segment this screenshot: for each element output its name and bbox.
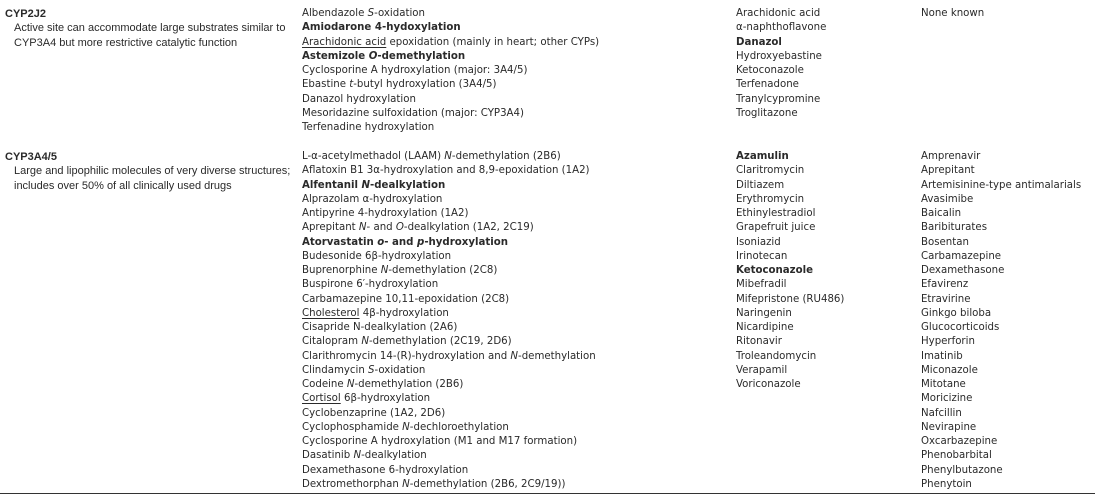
- text-segment: Cyclophosphamide: [302, 421, 403, 433]
- list-item: [302, 449, 732, 463]
- list-item: [736, 21, 916, 35]
- text-segment: -dealkylation: [370, 179, 446, 191]
- text-segment: Etravirine: [921, 293, 971, 305]
- text-segment: Aflatoxin B1 3α-hydroxylation and 8,9-epoxidation (1A2): [302, 165, 590, 177]
- text-segment: Dextromethorphan: [302, 478, 403, 490]
- text-segment: Grapefruit juice: [736, 222, 816, 234]
- text-segment: N: [361, 179, 371, 191]
- text-segment: Nicardipine: [736, 322, 794, 333]
- list-item: [302, 164, 732, 178]
- list-item: [921, 164, 1095, 178]
- text-segment: Clarithromycin 14-(R)-hydroxylation and: [302, 350, 511, 362]
- text-segment: L-α-acetylmethadol (LAAM): [302, 151, 445, 162]
- list-item: [736, 107, 916, 121]
- text-segment: N: [444, 151, 452, 162]
- list-item: [302, 392, 732, 406]
- list-item: [921, 264, 1095, 278]
- text-segment: Voriconazole: [736, 379, 801, 390]
- list-item: [921, 392, 1095, 406]
- text-segment: Verapamil: [736, 364, 788, 376]
- list-item: [302, 107, 732, 121]
- text-segment: Cyclosporine A hydroxylation (major: 3A4/5): [302, 65, 528, 76]
- text-segment: -demethylation (2B6): [354, 379, 464, 390]
- list-item: [302, 93, 732, 107]
- list-item: [302, 350, 732, 364]
- list-item: [921, 236, 1095, 250]
- text-segment: Oxcarbazepine: [921, 436, 998, 447]
- text-segment: 4β-hydroxylation: [359, 307, 449, 319]
- text-segment: Ebastine: [302, 79, 350, 91]
- list-item: [921, 293, 1095, 307]
- text-segment: Avasimibe: [921, 193, 974, 205]
- list-item: [921, 464, 1095, 478]
- text-segment: Mibefradil: [736, 279, 787, 291]
- text-segment: Irinotecan: [736, 250, 788, 262]
- text-segment: Nafcillin: [921, 407, 962, 419]
- text-segment: Atorvastatin: [302, 236, 378, 248]
- list-item: [921, 435, 1095, 449]
- text-segment: Moricizine: [921, 393, 973, 405]
- list-item: [736, 364, 916, 378]
- list-item: [921, 179, 1095, 193]
- text-segment: Nevirapine: [921, 421, 977, 433]
- list-item: [736, 264, 916, 278]
- list-item: [736, 78, 916, 92]
- enzyme-description: Large and lipophilic molecules of very diverse structures; includes over 50% of all clinically used drugs: [14, 165, 291, 192]
- text-segment: Carbamazepine 10,11-epoxidation (2C8): [302, 293, 510, 305]
- text-segment: Phenylbutazone: [921, 464, 1003, 476]
- list-item: [921, 307, 1095, 321]
- text-segment: Bosentan: [921, 236, 969, 248]
- text-segment: N: [510, 350, 519, 362]
- text-segment: Astemizole: [302, 50, 369, 62]
- text-segment: -oxidation: [374, 8, 425, 19]
- text-segment: -demethylation (2C8): [388, 265, 498, 276]
- list-item: [302, 250, 732, 264]
- text-segment: Buprenorphine: [302, 265, 381, 276]
- list-item: [736, 221, 916, 235]
- text-segment: Mifepristone (RU486): [736, 293, 845, 305]
- list-item: [302, 307, 732, 321]
- text-segment: Imatinib: [921, 350, 963, 362]
- text-segment: S: [368, 364, 375, 376]
- text-segment: Danazol: [736, 36, 782, 48]
- enzyme-name: CYP3A4/5: [5, 151, 57, 163]
- text-segment: Mitotane: [921, 379, 966, 390]
- text-segment: Dexamethasone 6-hydroxylation: [302, 464, 469, 476]
- text-segment: - and: [384, 236, 418, 248]
- list-item: [736, 307, 916, 321]
- text-segment: -demethylation (2B6): [451, 151, 561, 162]
- enzyme-cell: [5, 7, 295, 50]
- text-segment: -dealkylation: [361, 450, 427, 462]
- list-item: [921, 364, 1095, 378]
- text-segment: epoxidation (mainly in heart; other CYPs): [386, 36, 600, 48]
- text-segment: Ketoconazole: [736, 65, 804, 76]
- list-item: [302, 78, 732, 92]
- text-segment: -dechloroethylation: [409, 421, 509, 433]
- text-segment: Ethinylestradiol: [736, 208, 816, 219]
- list-item: [921, 150, 1095, 164]
- list-item: [302, 50, 732, 64]
- list-item: [921, 335, 1095, 349]
- text-segment: Alprazolam α-hydroxylation: [302, 193, 443, 205]
- text-segment: p: [417, 236, 425, 248]
- table-bottom-rule: [0, 493, 1095, 494]
- list-item: [302, 364, 732, 378]
- text-segment: Terfenadone: [736, 79, 799, 91]
- list-item: [302, 221, 732, 235]
- list-item: [302, 7, 732, 21]
- list-item: [921, 207, 1095, 221]
- inhibitors-cell: [736, 150, 916, 392]
- list-item: [921, 449, 1095, 463]
- text-segment: -demethylation (2B6, 2C9/19)): [409, 478, 566, 490]
- list-item: [302, 236, 732, 250]
- list-item: [736, 50, 916, 64]
- list-item: [921, 321, 1095, 335]
- list-item: [736, 179, 916, 193]
- text-segment: Cyclosporine A hydroxylation (M1 and M17 formation): [302, 436, 578, 447]
- list-item: [302, 179, 732, 193]
- text-segment: Ginkgo biloba: [921, 307, 992, 319]
- text-segment: o: [377, 236, 385, 248]
- text-segment: O: [395, 222, 404, 234]
- text-segment: Hyperforin: [921, 336, 975, 348]
- list-item: [921, 7, 1095, 21]
- list-item: [736, 207, 916, 221]
- text-segment: N: [402, 421, 410, 433]
- text-segment: 6β-hydroxylation: [340, 393, 431, 405]
- text-segment: Tranylcypromine: [736, 93, 821, 105]
- text-segment: N: [361, 336, 369, 348]
- list-item: [302, 36, 732, 50]
- text-segment: Citalopram: [302, 336, 362, 348]
- text-segment: t: [349, 79, 354, 91]
- text-segment: Aprepitant: [921, 165, 975, 177]
- list-item: [302, 378, 732, 392]
- text-segment: Azamulin: [736, 151, 789, 162]
- text-segment: Glucocorticoids: [921, 322, 1000, 333]
- text-segment: N: [358, 222, 367, 234]
- text-segment: Artemisinine-type antimalarials: [921, 179, 1082, 191]
- text-segment: Alfentanil: [302, 179, 362, 191]
- enzyme-cell: [5, 150, 295, 193]
- text-segment: S: [367, 8, 375, 19]
- text-segment: N: [380, 265, 389, 276]
- text-segment: Ritonavir: [736, 336, 782, 348]
- text-segment: Amiodarone 4-hydoxylation: [302, 22, 461, 34]
- list-item: [921, 250, 1095, 264]
- list-item: [736, 150, 916, 164]
- text-segment: Arachidonic acid: [736, 8, 821, 19]
- text-segment: Cortisol: [302, 393, 341, 405]
- text-segment: N: [353, 450, 362, 462]
- list-item: [302, 64, 732, 78]
- list-item: [302, 335, 732, 349]
- text-segment: - and: [366, 222, 396, 234]
- list-item: [302, 293, 732, 307]
- list-item: [921, 478, 1095, 492]
- list-item: [736, 278, 916, 292]
- text-segment: None known: [921, 8, 985, 19]
- text-segment: -dealkylation (1A2, 2C19): [403, 222, 534, 234]
- text-segment: Isoniazid: [736, 236, 781, 248]
- text-segment: Codeine: [302, 379, 347, 390]
- text-segment: Troglitazone: [736, 107, 798, 119]
- inducers-cell: [921, 150, 1095, 492]
- list-item: [302, 21, 732, 35]
- text-segment: Aprepitant: [302, 222, 359, 234]
- text-segment: Claritromycin: [736, 165, 805, 177]
- text-segment: Miconazole: [921, 364, 978, 376]
- list-item: [736, 236, 916, 250]
- enzyme-description: Active site can accommodate large substrates similar to CYP3A4 but more restrictive catalytic function: [14, 22, 286, 49]
- text-segment: Phenytoin: [921, 478, 972, 490]
- substrates-cell: [302, 150, 732, 492]
- text-segment: Phenobarbital: [921, 450, 992, 462]
- list-item: [302, 150, 732, 164]
- text-segment: Albendazole: [302, 8, 368, 19]
- list-item: [921, 378, 1095, 392]
- list-item: [736, 293, 916, 307]
- text-segment: N: [346, 379, 355, 390]
- list-item: [736, 93, 916, 107]
- text-segment: -demethylation: [518, 350, 596, 362]
- text-segment: Mesoridazine sulfoxidation (major: CYP3A4): [302, 107, 524, 119]
- text-segment: O: [368, 50, 378, 62]
- list-item: [921, 193, 1095, 207]
- text-segment: -oxidation: [374, 364, 426, 376]
- list-item: [302, 478, 732, 492]
- text-segment: -hydroxylation: [424, 236, 508, 248]
- list-item: [736, 36, 916, 50]
- list-item: [736, 7, 916, 21]
- text-segment: Danazol hydroxylation: [302, 93, 416, 105]
- text-segment: Naringenin: [736, 307, 792, 319]
- text-segment: -butyl hydroxylation (3A4/5): [353, 79, 497, 91]
- text-segment: Cholesterol: [302, 307, 360, 319]
- text-segment: Antipyrine 4-hydroxylation (1A2): [302, 208, 469, 219]
- text-segment: -demethylation: [377, 50, 466, 62]
- text-segment: Diltiazem: [736, 179, 785, 191]
- text-segment: Clindamycin: [302, 364, 369, 376]
- list-item: [302, 264, 732, 278]
- list-item: [302, 407, 732, 421]
- text-segment: Arachidonic acid: [302, 36, 387, 48]
- list-item: [302, 464, 732, 478]
- text-segment: Amprenavir: [921, 151, 981, 162]
- list-item: [302, 207, 732, 221]
- text-segment: Troleandomycin: [736, 350, 817, 362]
- text-segment: -demethylation (2C19, 2D6): [368, 336, 512, 348]
- list-item: [921, 407, 1095, 421]
- text-segment: Terfenadine hydroxylation: [302, 122, 435, 133]
- list-item: [736, 335, 916, 349]
- inhibitors-cell: [736, 7, 916, 121]
- text-segment: Efavirenz: [921, 279, 969, 291]
- enzyme-name: CYP2J2: [5, 8, 46, 20]
- list-item: [736, 164, 916, 178]
- text-segment: α-naphthoflavone: [736, 22, 827, 34]
- text-segment: Hydroxyebastine: [736, 50, 822, 62]
- list-item: [302, 193, 732, 207]
- text-segment: Cisapride N-dealkylation (2A6): [302, 322, 458, 333]
- list-item: [302, 121, 732, 135]
- text-segment: Cyclobenzaprine (1A2, 2D6): [302, 407, 446, 419]
- list-item: [302, 435, 732, 449]
- list-item: [921, 421, 1095, 435]
- substrates-cell: [302, 7, 732, 135]
- text-segment: Ketoconazole: [736, 265, 813, 276]
- list-item: [921, 350, 1095, 364]
- list-item: [921, 278, 1095, 292]
- list-item: [736, 378, 916, 392]
- inducers-cell: [921, 7, 1095, 21]
- text-segment: Dexamethasone: [921, 265, 1005, 276]
- list-item: [736, 350, 916, 364]
- list-item: [736, 193, 916, 207]
- text-segment: Budesonide 6β-hydroxylation: [302, 250, 452, 262]
- list-item: [302, 321, 732, 335]
- list-item: [302, 421, 732, 435]
- text-segment: Buspirone 6′-hydroxylation: [302, 279, 439, 291]
- list-item: [921, 221, 1095, 235]
- list-item: [736, 250, 916, 264]
- list-item: [302, 278, 732, 292]
- text-segment: Dasatinib: [302, 450, 354, 462]
- text-segment: Baicalin: [921, 208, 962, 219]
- list-item: [736, 321, 916, 335]
- text-segment: Carbamazepine: [921, 250, 1002, 262]
- text-segment: N: [402, 478, 410, 490]
- text-segment: Baribiturates: [921, 222, 987, 234]
- text-segment: Erythromycin: [736, 193, 805, 205]
- list-item: [736, 64, 916, 78]
